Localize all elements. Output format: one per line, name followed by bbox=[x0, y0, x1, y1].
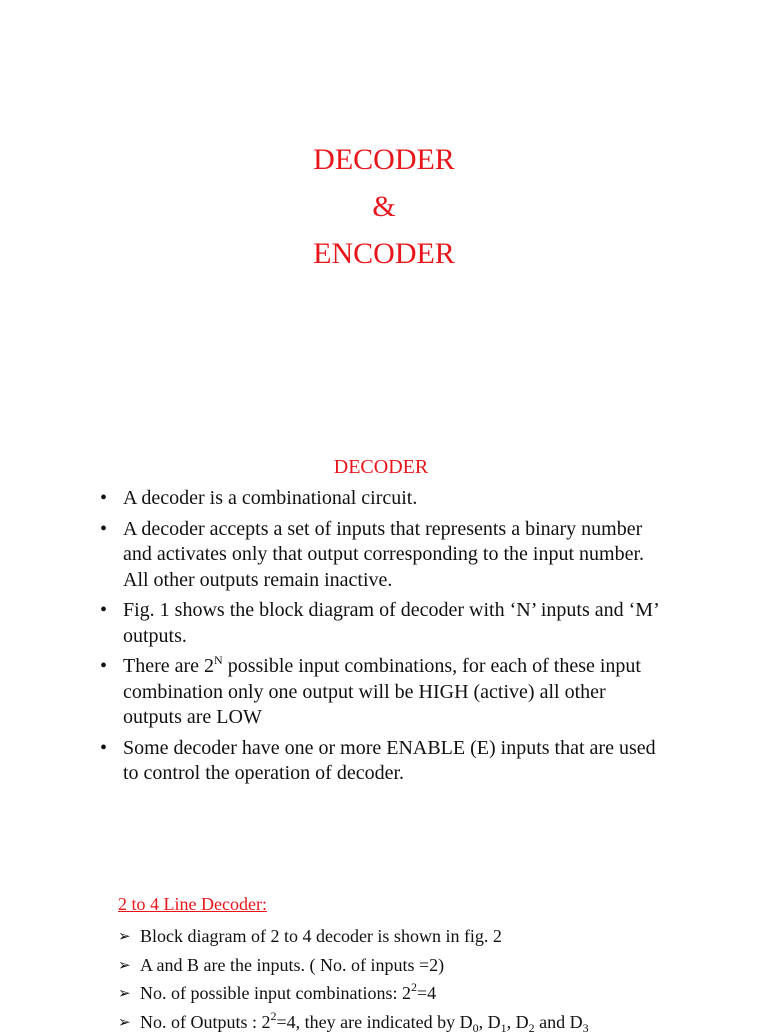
title-slide bbox=[0, 0, 768, 420]
decoder-slide bbox=[0, 420, 768, 840]
arrow-point bbox=[118, 1008, 718, 1036]
bullet-item bbox=[100, 517, 660, 594]
bullet-item bbox=[100, 736, 660, 787]
bullet-icon: • bbox=[100, 598, 107, 624]
title-line-decoder: DECODER bbox=[0, 136, 768, 183]
bullet-text-part: possible input combinations, for each of these input combination only one output will be HIGH (active) all other outputs are LOW bbox=[123, 655, 641, 728]
superscript: 2 bbox=[271, 1009, 277, 1023]
point-text-part: and D bbox=[535, 1012, 583, 1032]
point-text: Block diagram of 2 to 4 decoder is shown in fig. 2 bbox=[140, 926, 502, 946]
bullet-icon: • bbox=[100, 486, 107, 512]
arrow-bullet-icon: ➢ bbox=[118, 922, 131, 951]
superscript: 2 bbox=[411, 980, 417, 994]
bullet-text bbox=[123, 655, 641, 728]
point-text-part: No. of Outputs : 2 bbox=[140, 1012, 271, 1032]
bullet-text: Fig. 1 shows the block diagram of decoder with ‘N’ inputs and ‘M’ outputs. bbox=[123, 599, 658, 647]
bullet-icon: • bbox=[100, 736, 107, 762]
arrow-point bbox=[118, 951, 718, 980]
arrow-bullet-icon: ➢ bbox=[118, 1008, 131, 1036]
point-text bbox=[140, 983, 436, 1003]
title-line-ampersand: & bbox=[0, 183, 768, 230]
point-text-part: =4, they are indicated by D bbox=[277, 1012, 473, 1032]
decoder-bullet-list bbox=[100, 486, 660, 792]
arrow-point bbox=[118, 979, 718, 1008]
arrow-bullet-icon: ➢ bbox=[118, 951, 131, 980]
decoder-heading: DECODER bbox=[0, 456, 762, 479]
superscript-n: N bbox=[214, 653, 223, 667]
bullet-icon: • bbox=[100, 654, 107, 680]
bullet-item bbox=[100, 486, 660, 512]
bullet-text-part: There are 2 bbox=[123, 655, 214, 677]
bullet-item bbox=[100, 654, 660, 731]
bullet-text: A decoder accepts a set of inputs that represents a binary number and activates only that output corresponding to the input number. All other outputs remain inactive. bbox=[123, 518, 644, 591]
arrow-bullet-icon: ➢ bbox=[118, 979, 131, 1008]
line-decoder-heading: 2 to 4 Line Decoder: bbox=[118, 894, 267, 915]
subscript: 3 bbox=[583, 1021, 589, 1035]
point-text: A and B are the inputs. ( No. of inputs =2) bbox=[140, 955, 444, 975]
arrow-point bbox=[118, 922, 718, 951]
point-text-part: No. of possible input combinations: 2 bbox=[140, 983, 411, 1003]
point-text-part: , D bbox=[479, 1012, 501, 1032]
subscript: 2 bbox=[529, 1021, 535, 1035]
subscript: 0 bbox=[473, 1021, 479, 1035]
line-decoder-point-list bbox=[118, 922, 718, 1036]
point-text bbox=[140, 1012, 589, 1032]
subscript: 1 bbox=[501, 1021, 507, 1035]
bullet-icon: • bbox=[100, 517, 107, 543]
slide-title bbox=[0, 136, 768, 277]
point-text-part: =4 bbox=[417, 983, 436, 1003]
line-decoder-slide bbox=[0, 880, 768, 1024]
point-text-part: , D bbox=[507, 1012, 529, 1032]
title-line-encoder: ENCODER bbox=[0, 230, 768, 277]
bullet-item bbox=[100, 598, 660, 649]
bullet-text: A decoder is a combinational circuit. bbox=[123, 487, 417, 509]
bullet-text: Some decoder have one or more ENABLE (E) inputs that are used to control the operation of decoder. bbox=[123, 737, 656, 785]
